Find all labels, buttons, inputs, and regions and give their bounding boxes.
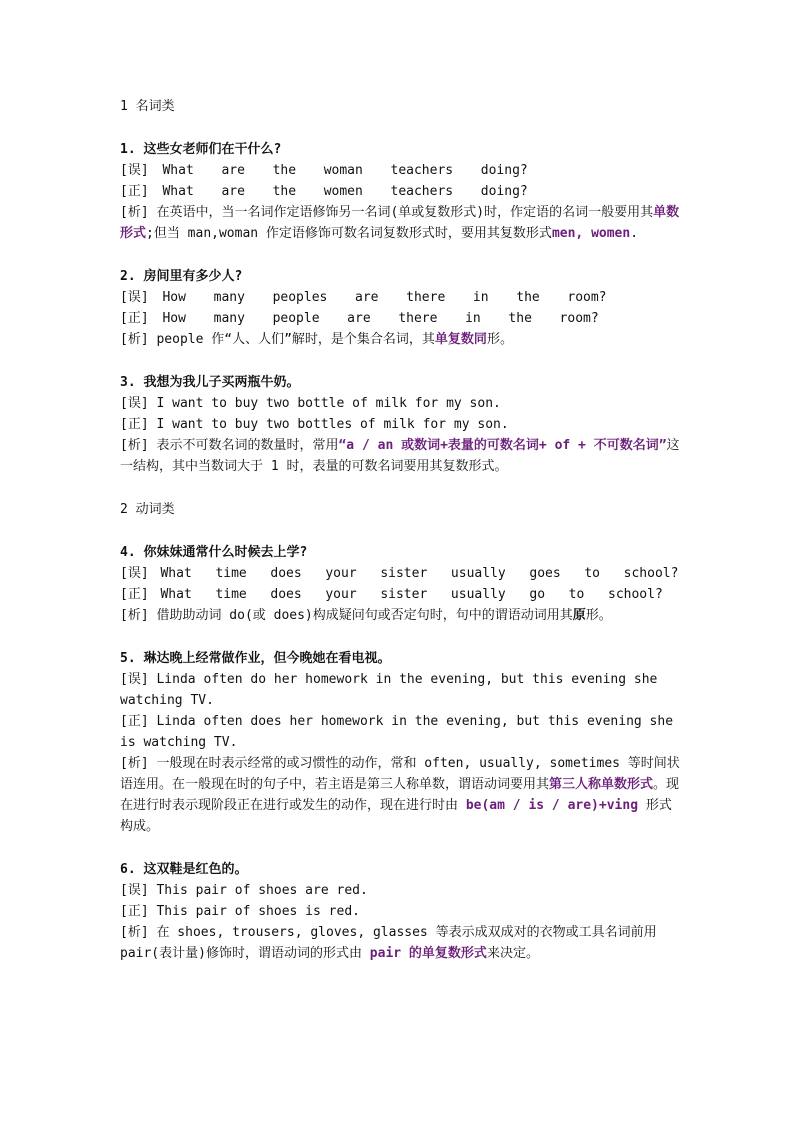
- item-1: [120, 139, 680, 244]
- section-heading-verbs: 2 动词类: [120, 502, 175, 517]
- question-heading: 6. 这双鞋是红色的。: [120, 862, 248, 877]
- analysis: [120, 753, 680, 837]
- item-5: [120, 648, 680, 837]
- analysis-text: .: [630, 226, 639, 241]
- wrong-sentence: [误] What are the woman teachers doing?: [120, 163, 528, 178]
- analysis-text: [析] 一般现在时表示经常的或习惯性的动作，常和 often, usually, sometimes 等时间状语连用。在一般现在时的句子中，若主语是第三人称单数，谓语动词要用其: [120, 756, 680, 792]
- wrong-sentence: [误] This pair of shoes are red.: [120, 883, 368, 898]
- analysis-text: 形式构成。: [120, 798, 672, 834]
- correct-sentence: [正] I want to buy two bottles of milk for my son.: [120, 417, 509, 432]
- analysis-highlight: pair 的单复数形式: [369, 946, 487, 961]
- analysis-text: 形。: [486, 332, 513, 347]
- analysis-highlight: 单复数同: [434, 332, 487, 347]
- document-page: [120, 96, 680, 986]
- wrong-sentence: [误] Linda often do her homework in the evening, but this evening she watching TV.: [120, 672, 666, 708]
- question-heading: 1. 这些女老师们在干什么?: [120, 142, 282, 157]
- analysis-text: ;但当 man,woman 作定语修饰可数名词复数形式时，要用其复数形式: [146, 226, 552, 241]
- analysis-text: 这一结构，其中当数词大于 1 时，表量的可数名词要用其复数形式。: [120, 438, 680, 474]
- item-4: [120, 542, 680, 626]
- analysis: [120, 435, 680, 477]
- analysis-highlight: “a / an 或数词+表量的可数名词+ of + 不可数名词”: [338, 438, 667, 453]
- analysis-text: [析] 在 shoes, trousers, gloves, glasses 等表示成双成对的衣物或工具名词前用 pair(表计量)修饰时，谓语动词的形式由: [120, 925, 657, 961]
- analysis-highlight: men, women: [551, 226, 631, 241]
- item-3: [120, 372, 680, 477]
- item-2: [120, 266, 680, 350]
- question-heading: 4. 你妹妹通常什么时候去上学?: [120, 545, 308, 560]
- analysis-highlight: 单数形式: [120, 205, 680, 241]
- analysis: [120, 329, 680, 350]
- correct-sentence: [正] What are the women teachers doing?: [120, 184, 528, 199]
- section-heading-nouns: 1 名词类: [120, 99, 175, 114]
- analysis-text: 来决定。: [486, 946, 539, 961]
- question-heading: 2. 房间里有多少人?: [120, 269, 243, 284]
- analysis-text: [析] 表示不可数名词的数量时，常用: [120, 438, 339, 453]
- wrong-sentence: [误] What time does your sister usually goes to school?: [120, 566, 679, 581]
- question-heading: 3. 我想为我儿子买两瓶牛奶。: [120, 375, 300, 390]
- question-heading: 5. 琳达晚上经常做作业，但今晚她在看电视。: [120, 651, 391, 666]
- item-6: [120, 859, 680, 964]
- analysis: [120, 605, 680, 626]
- analysis-text: [析] 借助助动词 do(或 does)构成疑问句或否定句时，句中的谓语动词用其: [120, 608, 573, 623]
- analysis-text: [析] people 作“人、人们”解时，是个集合名词，其: [120, 332, 435, 347]
- analysis-highlight: 原: [572, 608, 586, 623]
- analysis-text: [析] 在英语中，当一名词作定语修饰另一名词(单或复数形式)时，作定语的名词一般要用其: [120, 205, 654, 220]
- correct-sentence: [正] Linda often does her homework in the evening, but this evening she is watching TV.: [120, 714, 681, 750]
- analysis-text: 。现在进行时表示现阶段正在进行或发生的动作，现在进行时由: [120, 777, 680, 813]
- analysis-text: 形。: [585, 608, 612, 623]
- correct-sentence: [正] What time does your sister usually go to school?: [120, 587, 663, 602]
- analysis-highlight: be(am / is / are)+ving: [465, 798, 639, 813]
- correct-sentence: [正] This pair of shoes is red.: [120, 904, 360, 919]
- analysis: [120, 202, 680, 244]
- analysis-highlight: 第三人称单数形式: [549, 777, 654, 792]
- analysis: [120, 922, 680, 964]
- wrong-sentence: [误] How many peoples are there in the room?: [120, 290, 607, 305]
- wrong-sentence: [误] I want to buy two bottle of milk for my son.: [120, 396, 501, 411]
- correct-sentence: [正] How many people are there in the room?: [120, 311, 599, 326]
